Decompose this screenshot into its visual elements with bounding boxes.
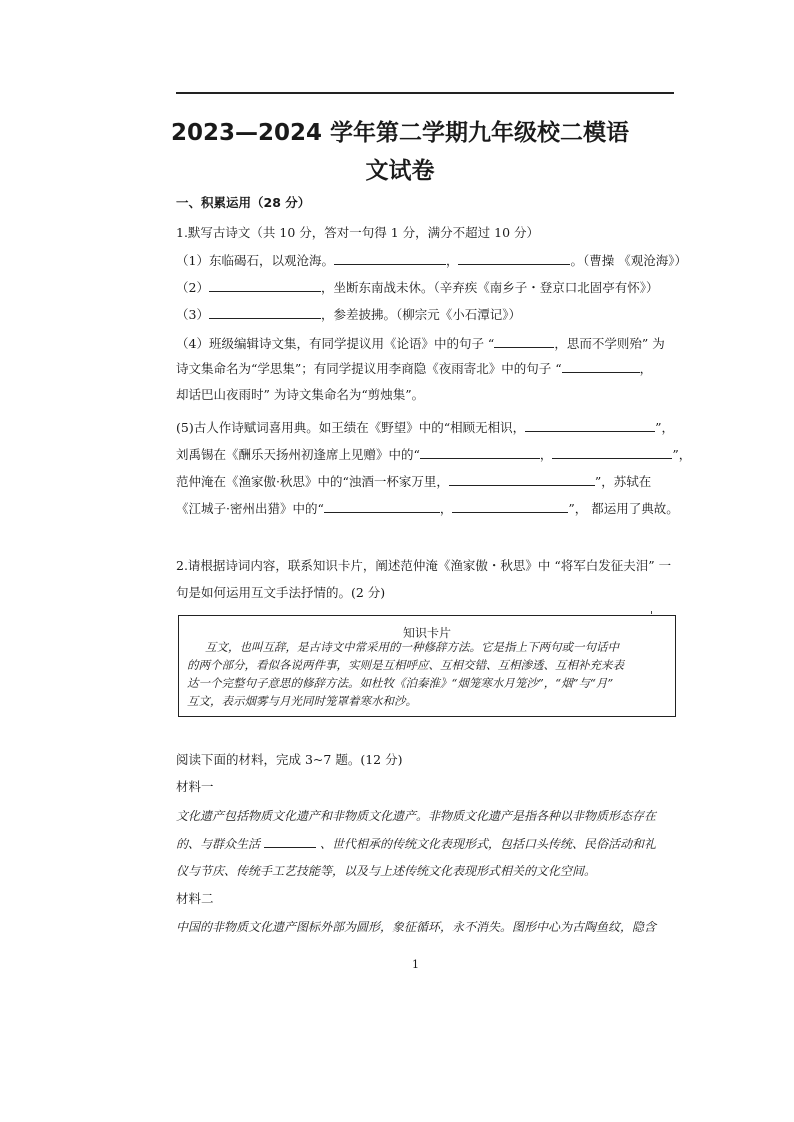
- knowledge-card-line-2: 的两个部分，看似各说两件事，实则是互相呼应、互相交错、互相渗透、互相补充来表: [187, 658, 624, 672]
- q1-item-5-text-j: ”， 都运用了典故。: [568, 501, 679, 516]
- knowledge-card-line-3: 达一个完整句子意思的修辞方法。如杜牧《泊秦淮》“烟笼寒水月笼沙”，“烟”与“月”: [187, 676, 614, 690]
- q1-item-4-text-c: 诗文集命名为“学思集”；有同学提议用李商隐《夜雨寄北》中的句子 “: [176, 361, 562, 376]
- q1-item-5-text-h: 《江城子·密州出猎》中的“: [176, 501, 324, 516]
- q1-item-1-text: （1）东临碣石，以观沧海。: [176, 253, 334, 268]
- q1-item-4-line-2: [176, 360, 652, 378]
- answer-blank[interactable]: [334, 252, 446, 265]
- q1-item-5-text-g: ”，苏轼在: [594, 474, 652, 489]
- header-rule: [176, 92, 674, 94]
- reading-intro: 阅读下面的材料，完成 3~7 题。(12 分): [176, 752, 403, 767]
- knowledge-card-line-1: 互文，也叫互辞，是古诗文中常采用的一种修辞方法。它是指上下两句或一句话中: [205, 640, 619, 654]
- q1-item-2-text: ，坐断东南战未休。（辛弃疾《南乡子・登京口北固亭有怀》）: [320, 280, 659, 295]
- answer-blank[interactable]: [562, 360, 640, 373]
- material-2-line-1: 中国的非物质文化遗产图标外部为圆形，象征循环，永不消失。图形中心为古陶鱼纹，隐含: [176, 920, 657, 934]
- knowledge-card-title: 知识卡片: [402, 626, 451, 640]
- page-number: 1: [412, 958, 419, 971]
- material-2-label: 材料二: [176, 891, 214, 906]
- comma: ，: [639, 361, 653, 376]
- q1-item-3: [176, 306, 521, 324]
- q1-item-1: [176, 252, 687, 270]
- answer-blank[interactable]: [209, 279, 321, 292]
- q1-item-2: [176, 279, 658, 297]
- q1-item-5-text-f: 范仲淹在《渔家傲·秋思》中的“浊酒一杯家万里，: [176, 474, 449, 489]
- answer-blank[interactable]: [525, 419, 655, 432]
- quote-close: ”，: [655, 420, 674, 435]
- answer-blank[interactable]: [420, 446, 540, 459]
- q1-item-2-num: （2）: [176, 280, 209, 295]
- q2-line-1: 2.请根据诗词内容，联系知识卡片，阐述范仲淹《渔家傲・秋思》中 “将军白发征夫泪” 一: [176, 558, 672, 573]
- answer-blank[interactable]: [552, 446, 672, 459]
- q1-item-5-line-3: [176, 473, 651, 491]
- q1-stem: 1.默写古诗文（共 10 分，答对一句得 1 分，满分不超过 10 分）: [176, 225, 540, 240]
- material-1-text-a: 的、与群众生活: [176, 837, 261, 851]
- exam-title-line-1: 2023—2024 学年第二学期九年级校二模语: [170, 120, 630, 146]
- answer-blank[interactable]: [449, 473, 595, 486]
- q1-item-4-text: （4）班级编辑诗文集，有同学提议用《论语》中的句子 “: [176, 336, 495, 351]
- q1-item-5-line-4: [176, 500, 679, 518]
- material-1-line-1: 文化遗产包括物质文化遗产和非物质文化遗产。非物质文化遗产是指各种以非物质形态存在: [176, 809, 657, 823]
- section-heading: 一、积累运用（28 分）: [176, 195, 311, 210]
- comma: ，: [539, 447, 553, 462]
- q1-item-1-source: 。（曹操 《观沧海》）: [570, 253, 687, 268]
- answer-blank[interactable]: [324, 500, 440, 513]
- comma: ，: [439, 501, 453, 516]
- q1-item-5-text: (5)古人作诗赋词喜用典。如王绩在《野望》中的“相顾无相识，: [176, 420, 526, 435]
- q1-item-5-text-c: 刘禹锡在《酬乐天扬州初逢席上见赠》中的“: [176, 447, 420, 462]
- material-1-line-2: [176, 835, 656, 853]
- q1-item-3-text: ，参差披拂。（柳宗元《小石潭记》）: [320, 307, 521, 322]
- q1-item-5-line-2: [176, 446, 691, 464]
- answer-blank[interactable]: [458, 252, 570, 265]
- stray-mark: ': [650, 609, 654, 622]
- answer-blank[interactable]: [264, 835, 316, 848]
- exam-title-line-2: 文试卷: [365, 158, 435, 184]
- comma: ，: [445, 253, 459, 268]
- q1-item-4-line-3: 却话巴山夜雨时” 为诗文集命名为“剪烛集”。: [176, 387, 425, 402]
- answer-blank[interactable]: [452, 500, 568, 513]
- knowledge-card-line-4: 互文，表示烟雾与月光同时笼罩着寒水和沙。: [187, 694, 417, 708]
- q1-item-5-line-1: [176, 419, 674, 437]
- material-1-text-b: 、世代相承的传统文化表现形式，包括口头传统、民俗活动和礼: [320, 837, 657, 851]
- material-1-line-3: 仪与节庆、传统手工艺技能等，以及与上述传统文化表现形式相关的文化空间。: [176, 864, 597, 878]
- knowledge-card: [178, 615, 676, 717]
- q1-item-3-num: （3）: [176, 307, 209, 322]
- answer-blank[interactable]: [209, 306, 321, 319]
- q2-line-2: 句是如何运用互文手法抒情的。(2 分): [176, 585, 386, 600]
- material-1-label: 材料一: [176, 779, 214, 794]
- q1-item-4-line-1: [176, 335, 665, 353]
- answer-blank[interactable]: [494, 335, 554, 348]
- quote-close: ”，: [672, 447, 692, 462]
- q1-item-4-text-b: ，思而不学则殆” 为: [554, 336, 665, 351]
